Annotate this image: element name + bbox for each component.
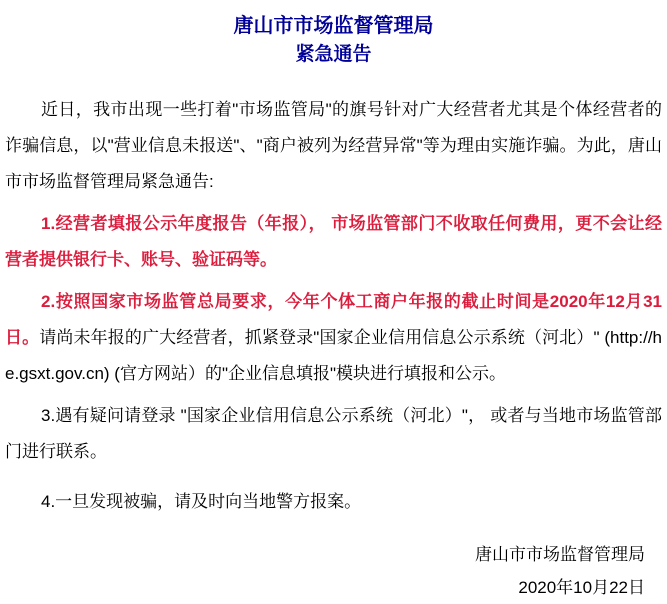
- item-2-body: 请尚未年报的广大经营者，抓紧登录"国家企业信用信息公示系统（河北）" (http://he.gsxt.gov.cn) (官方网站）的"企业信息填报"模块进行填报和公示。: [5, 328, 663, 383]
- intro-paragraph: 近日，我市出现一些打着"市场监管局"的旗号针对广大经营者尤其是个体经营者的诈骗信息，以"营业信息未报送"、"商户被列为经营异常"等为理由实施诈骗。为此，唐山市市场监督管理局紧急通告:: [5, 100, 662, 191]
- item-2-paragraph: [5, 284, 662, 392]
- item-2-deadline-emphasis: 2.按照国家市场监管总局要求，今年个体工商户年报的截止时间是2020年12月31日。: [5, 292, 662, 347]
- item-4-paragraph: 4.一旦发现被骗，请及时向当地警方报案。: [41, 492, 362, 511]
- signature-date: 2020年10月22日: [518, 578, 645, 597]
- signature-org: 唐山市市场监督管理局: [475, 545, 645, 564]
- notice-title: 紧急通告: [295, 44, 372, 65]
- item-1-paragraph: 1.经营者填报公示年度报告（年报）， 市场监管部门不收取任何费用，更不会让经营者提供银行卡、账号、验证码等。: [5, 214, 662, 269]
- item-3-paragraph: 3.遇有疑问请登录 "国家企业信用信息公示系统（河北）"， 或者与当地市场监管部门进行联系。: [5, 406, 662, 461]
- notice-org-title: 唐山市市场监督管理局: [233, 15, 434, 37]
- signature-block: [5, 538, 645, 604]
